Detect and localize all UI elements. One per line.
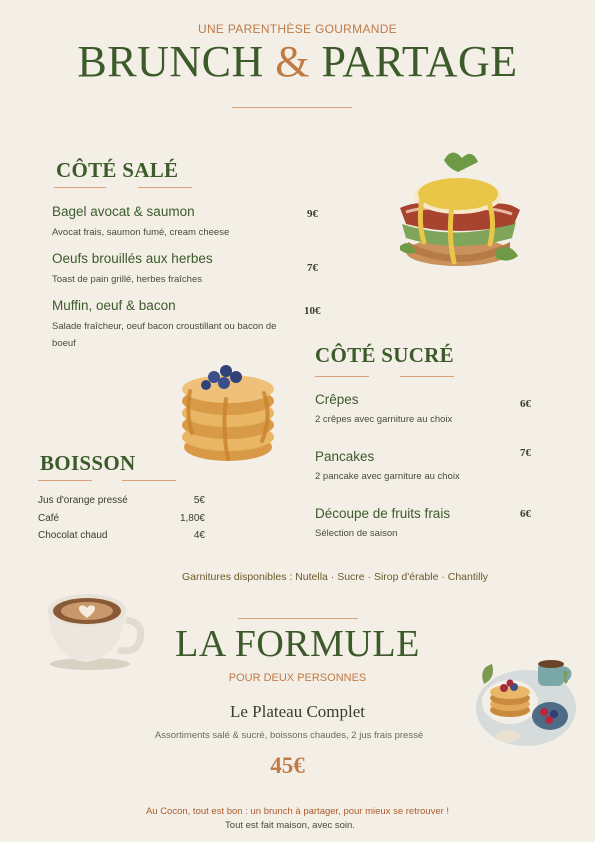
menu-item-pancakes-desc: 2 pancake avec garniture au choix <box>315 471 460 482</box>
header-eyebrow: UNE PARENTHÈSE GOURMANDE <box>197 22 397 36</box>
formule-divider <box>238 618 358 619</box>
menu-item-muffin-desc-1: Salade fraîcheur, oeuf bacon croustillant ou bacon de <box>52 321 277 332</box>
menu-item-bagel: Bagel avocat & saumon <box>52 204 195 219</box>
boisson-divider-right <box>122 480 176 481</box>
title-brunch: BRUNCH <box>77 37 264 86</box>
menu-item-pancakes: Pancakes <box>315 449 375 464</box>
formule-desc: Assortiments salé & sucré, boissons chaudes, 2 jus frais pressé <box>154 730 424 741</box>
header-divider <box>232 107 352 108</box>
blueberry-pancakes-illustration <box>176 355 280 467</box>
garnitures-text: Garnitures disponibles : Nutella · Sucre · Sirop d'érable · Chantilly <box>181 571 489 583</box>
title-ampersand: & <box>275 37 310 86</box>
footer-line-1: Au Cocon, tout est bon : un brunch à partager, pour mieux se retrouver ! <box>145 806 450 817</box>
menu-item-muffin: Muffin, oeuf & bacon <box>52 298 176 313</box>
menu-item-fruits: Découpe de fruits frais <box>315 506 451 521</box>
sale-divider-left <box>54 187 106 188</box>
menu-item-fruits-price: 6€ <box>520 508 531 520</box>
formule-price: 45€ <box>270 753 305 778</box>
formule-plateau: Le Plateau Complet <box>229 702 366 721</box>
brunch-platter-illustration <box>474 654 578 750</box>
menu-item-oeufs-price: 7€ <box>307 262 318 274</box>
sucre-divider-right <box>400 376 454 377</box>
menu-item-oeufs-desc: Toast de pain grillé, herbes fraîches <box>52 274 202 285</box>
drink-jus-price: 5€ <box>193 495 205 506</box>
garnitures-line <box>0 571 595 583</box>
formule-title: LA FORMULE <box>175 623 420 665</box>
footer-line-2: Tout est fait maison, avec soin. <box>225 820 355 831</box>
drink-chocolat: Chocolat chaud <box>38 530 108 541</box>
page-title <box>0 36 595 88</box>
menu-item-bagel-price: 9€ <box>307 208 318 220</box>
menu-item-bagel-desc: Avocat frais, saumon fumé, cream cheese <box>52 227 230 238</box>
drink-cafe-price: 1,80€ <box>179 513 205 524</box>
section-title-boisson: BOISSON <box>40 451 136 475</box>
sale-divider-right <box>138 187 192 188</box>
title-partage: PARTAGE <box>321 37 518 86</box>
drink-cafe: Café <box>38 513 60 524</box>
menu-item-muffin-price: 10€ <box>304 305 321 317</box>
menu-item-crepes-price: 6€ <box>520 398 531 410</box>
boisson-divider-left <box>38 480 92 481</box>
formule-subtitle: POUR DEUX PERSONNES <box>228 672 367 684</box>
bacon-egg-muffin-illustration <box>392 146 528 276</box>
sucre-divider-left <box>315 376 369 377</box>
menu-item-muffin-desc-2: boeuf <box>52 338 76 349</box>
menu-item-crepes: Crêpes <box>315 392 359 407</box>
drink-chocolat-price: 4€ <box>193 530 205 541</box>
menu-item-pancakes-price: 7€ <box>520 447 531 459</box>
menu-item-fruits-desc: Sélection de saison <box>315 528 398 539</box>
menu-item-oeufs: Oeufs brouillés aux herbes <box>52 251 213 266</box>
section-title-sale: CÔTÉ SALÉ <box>56 158 179 182</box>
menu-item-crepes-desc: 2 crêpes avec garniture au choix <box>315 414 453 425</box>
drink-jus: Jus d'orange pressé <box>38 495 128 506</box>
section-title-sucre: CÔTÉ SUCRÉ <box>315 343 454 367</box>
